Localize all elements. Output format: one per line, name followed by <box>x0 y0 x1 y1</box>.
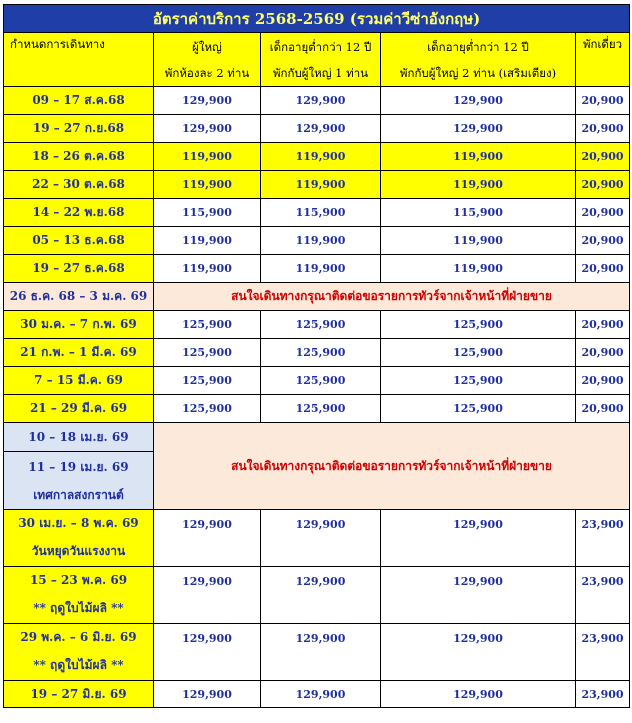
table-row: 19 – 27 มิ.ย. 69 129,900 129,900 129,900 23,900 <box>4 681 630 708</box>
table-row: 05 – 13 ธ.ค.68 119,900 119,900 119,900 20,900 <box>4 227 630 255</box>
table-row: 18 – 26 ต.ค.68 119,900 119,900 119,900 20,900 <box>4 143 630 171</box>
newyear-row: 26 ธ.ค. 68 – 3 ม.ค. 69 สนใจเดินทางกรุณาติดต่อขอรายการทัวร์จากเจ้าหน้าที่ฝ่ายขาย <box>4 283 630 311</box>
header-child-2: เด็กอายุต่ำกว่า 12 ปี พักกับผู้ใหญ่ 2 ท่าน (เสริมเตียง) <box>381 33 576 87</box>
title-row <box>4 5 630 33</box>
table-row: 7 – 15 มี.ค. 69 125,900 125,900 125,900 20,900 <box>4 367 630 395</box>
header-adult: ผู้ใหญ่ พักห้องละ 2 ท่าน <box>154 33 261 87</box>
table-row: 09 – 17 ส.ค.68 129,900 129,900 129,900 20,900 <box>4 87 630 115</box>
songkran-row: 11 – 19 เม.ย. 69 เทศกาลสงกรานต์ <box>4 452 630 510</box>
table-title: อัตราค่าบริการ 2568-2569 (รวมค่าวีซ่าอังกฤษ) <box>4 5 630 33</box>
header-single: พักเดี่ยว <box>576 33 630 87</box>
table-row: 14 – 22 พ.ย.68 115,900 115,900 115,900 20,900 <box>4 199 630 227</box>
table-row: 21 – 29 มี.ค. 69 125,900 125,900 125,900 20,900 <box>4 395 630 423</box>
header-schedule: กำหนดการเดินทาง <box>4 33 154 87</box>
table-row: 30 ม.ค. – 7 ก.พ. 69 125,900 125,900 125,900 20,900 <box>4 311 630 339</box>
table-row: 19 – 27 ก.ย.68 129,900 129,900 129,900 20,900 <box>4 115 630 143</box>
header-child-1: เด็กอายุต่ำกว่า 12 ปี พักกับผู้ใหญ่ 1 ท่าน <box>261 33 381 87</box>
table-row: 19 – 27 ธ.ค.68 119,900 119,900 119,900 20,900 <box>4 255 630 283</box>
table-row: 29 พ.ค. – 6 มิ.ย. 69 ** ฤดูใบไม้ผลิ ** 129,900 129,900 129,900 23,900 <box>4 624 630 681</box>
songkran-row: 10 – 18 เม.ย. 69 สนใจเดินทางกรุณาติดต่อขอรายการทัวร์จากเจ้าหน้าที่ฝ่ายขาย <box>4 423 630 452</box>
contact-sales-note: สนใจเดินทางกรุณาติดต่อขอรายการทัวร์จากเจ้าหน้าที่ฝ่ายขาย <box>154 423 630 510</box>
table-row: 22 – 30 ต.ค.68 119,900 119,900 119,900 20,900 <box>4 171 630 199</box>
price-table <box>3 4 630 708</box>
table-row: 15 – 23 พ.ค. 69 ** ฤดูใบไม้ผลิ ** 129,900 129,900 129,900 23,900 <box>4 567 630 624</box>
table-row: 21 ก.พ. – 1 มี.ค. 69 125,900 125,900 125,900 20,900 <box>4 339 630 367</box>
table-row: 30 เม.ย. – 8 พ.ค. 69 วันหยุดวันแรงงาน 129,900 129,900 129,900 23,900 <box>4 510 630 567</box>
header-row <box>4 33 630 87</box>
contact-sales-note: สนใจเดินทางกรุณาติดต่อขอรายการทัวร์จากเจ้าหน้าที่ฝ่ายขาย <box>154 283 630 311</box>
